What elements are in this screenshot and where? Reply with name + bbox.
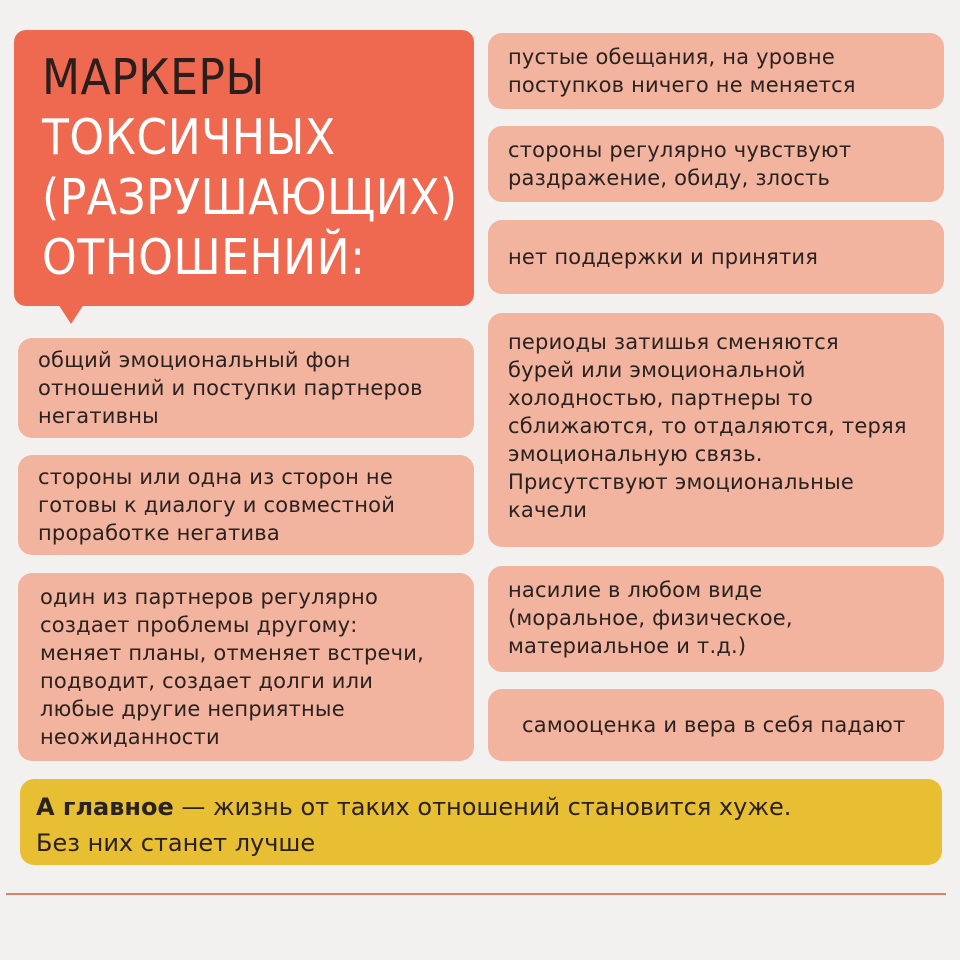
title-bubble xyxy=(14,30,474,306)
card-text-line: проработке негатива xyxy=(38,521,280,545)
title-bubble-tail xyxy=(58,304,84,324)
card-text-line: поступков ничего не меняется xyxy=(508,73,856,97)
card-text-line: качели xyxy=(508,498,588,522)
title-line-1: МАРКЕРЫ xyxy=(42,49,265,106)
card-text-line: холодностью, партнеры то xyxy=(508,386,814,410)
card-text-line: насилие в любом виде xyxy=(508,578,763,602)
divider-line xyxy=(6,893,946,895)
card-text-line: раздражение, обиду, злость xyxy=(508,166,831,190)
marker-card-emotional-swings xyxy=(488,313,944,547)
marker-card-empty-promises xyxy=(488,33,944,109)
card-text-line: стороны регулярно чувствуют xyxy=(508,138,852,162)
conclusion-bold: А главное xyxy=(36,793,174,821)
card-text-line: стороны или одна из сторон не xyxy=(38,465,393,489)
card-text-line: пустые обещания, на уровне xyxy=(508,45,835,69)
conclusion-line-2: Без них станет лучше xyxy=(36,829,316,857)
card-text-line: сближаются, то отдаляются, теряя xyxy=(508,414,907,438)
card-text-line: отношений и поступки партнеров xyxy=(38,376,423,400)
card-text-line: Присутствуют эмоциональные xyxy=(508,470,854,494)
card-text-line: неожиданности xyxy=(40,725,220,749)
card-text-line: нет поддержки и принятия xyxy=(508,245,819,269)
title-line-2: ТОКСИЧНЫХ xyxy=(42,109,336,166)
conclusion-rest: — жизнь от таких отношений становится хуже. xyxy=(173,793,792,821)
marker-card-creates-problems xyxy=(18,573,474,761)
card-text-line: бурей или эмоциональной xyxy=(508,358,806,382)
card-text-line: любые другие неприятные xyxy=(40,697,345,721)
title-line-3: (РАЗРУШАЮЩИХ) xyxy=(42,169,458,226)
conclusion-line-1 xyxy=(36,789,942,825)
marker-card-violence xyxy=(488,566,944,672)
marker-card-emotional-background xyxy=(18,338,474,438)
card-text-line: материальное и т.д.) xyxy=(508,634,747,658)
card-text-line: готовы к диалогу и совместной xyxy=(38,493,396,517)
card-text-line: эмоциональную связь. xyxy=(508,442,763,466)
card-text-line: создает проблемы другому: xyxy=(40,613,358,637)
marker-card-self-esteem xyxy=(488,689,944,761)
card-text-line: меняет планы, отменяет встречи, xyxy=(40,641,425,665)
card-text-line: периоды затишья сменяются xyxy=(508,330,839,354)
footer-area xyxy=(200,906,720,946)
card-text-line: самооценка и вера в себя падают xyxy=(522,713,906,737)
marker-card-no-support xyxy=(488,220,944,294)
card-text-line: общий эмоциональный фон xyxy=(38,348,351,372)
marker-card-irritation xyxy=(488,126,944,202)
card-text-line: (моральное, физическое, xyxy=(508,606,793,630)
card-text-line: подводит, создает долги или xyxy=(40,669,374,693)
title-line-4: ОТНОШЕНИЙ: xyxy=(42,229,366,286)
card-text-line: один из партнеров регулярно xyxy=(40,585,379,609)
card-text-line: негативны xyxy=(38,404,159,428)
marker-card-no-dialogue xyxy=(18,455,474,555)
conclusion-banner xyxy=(20,779,942,865)
